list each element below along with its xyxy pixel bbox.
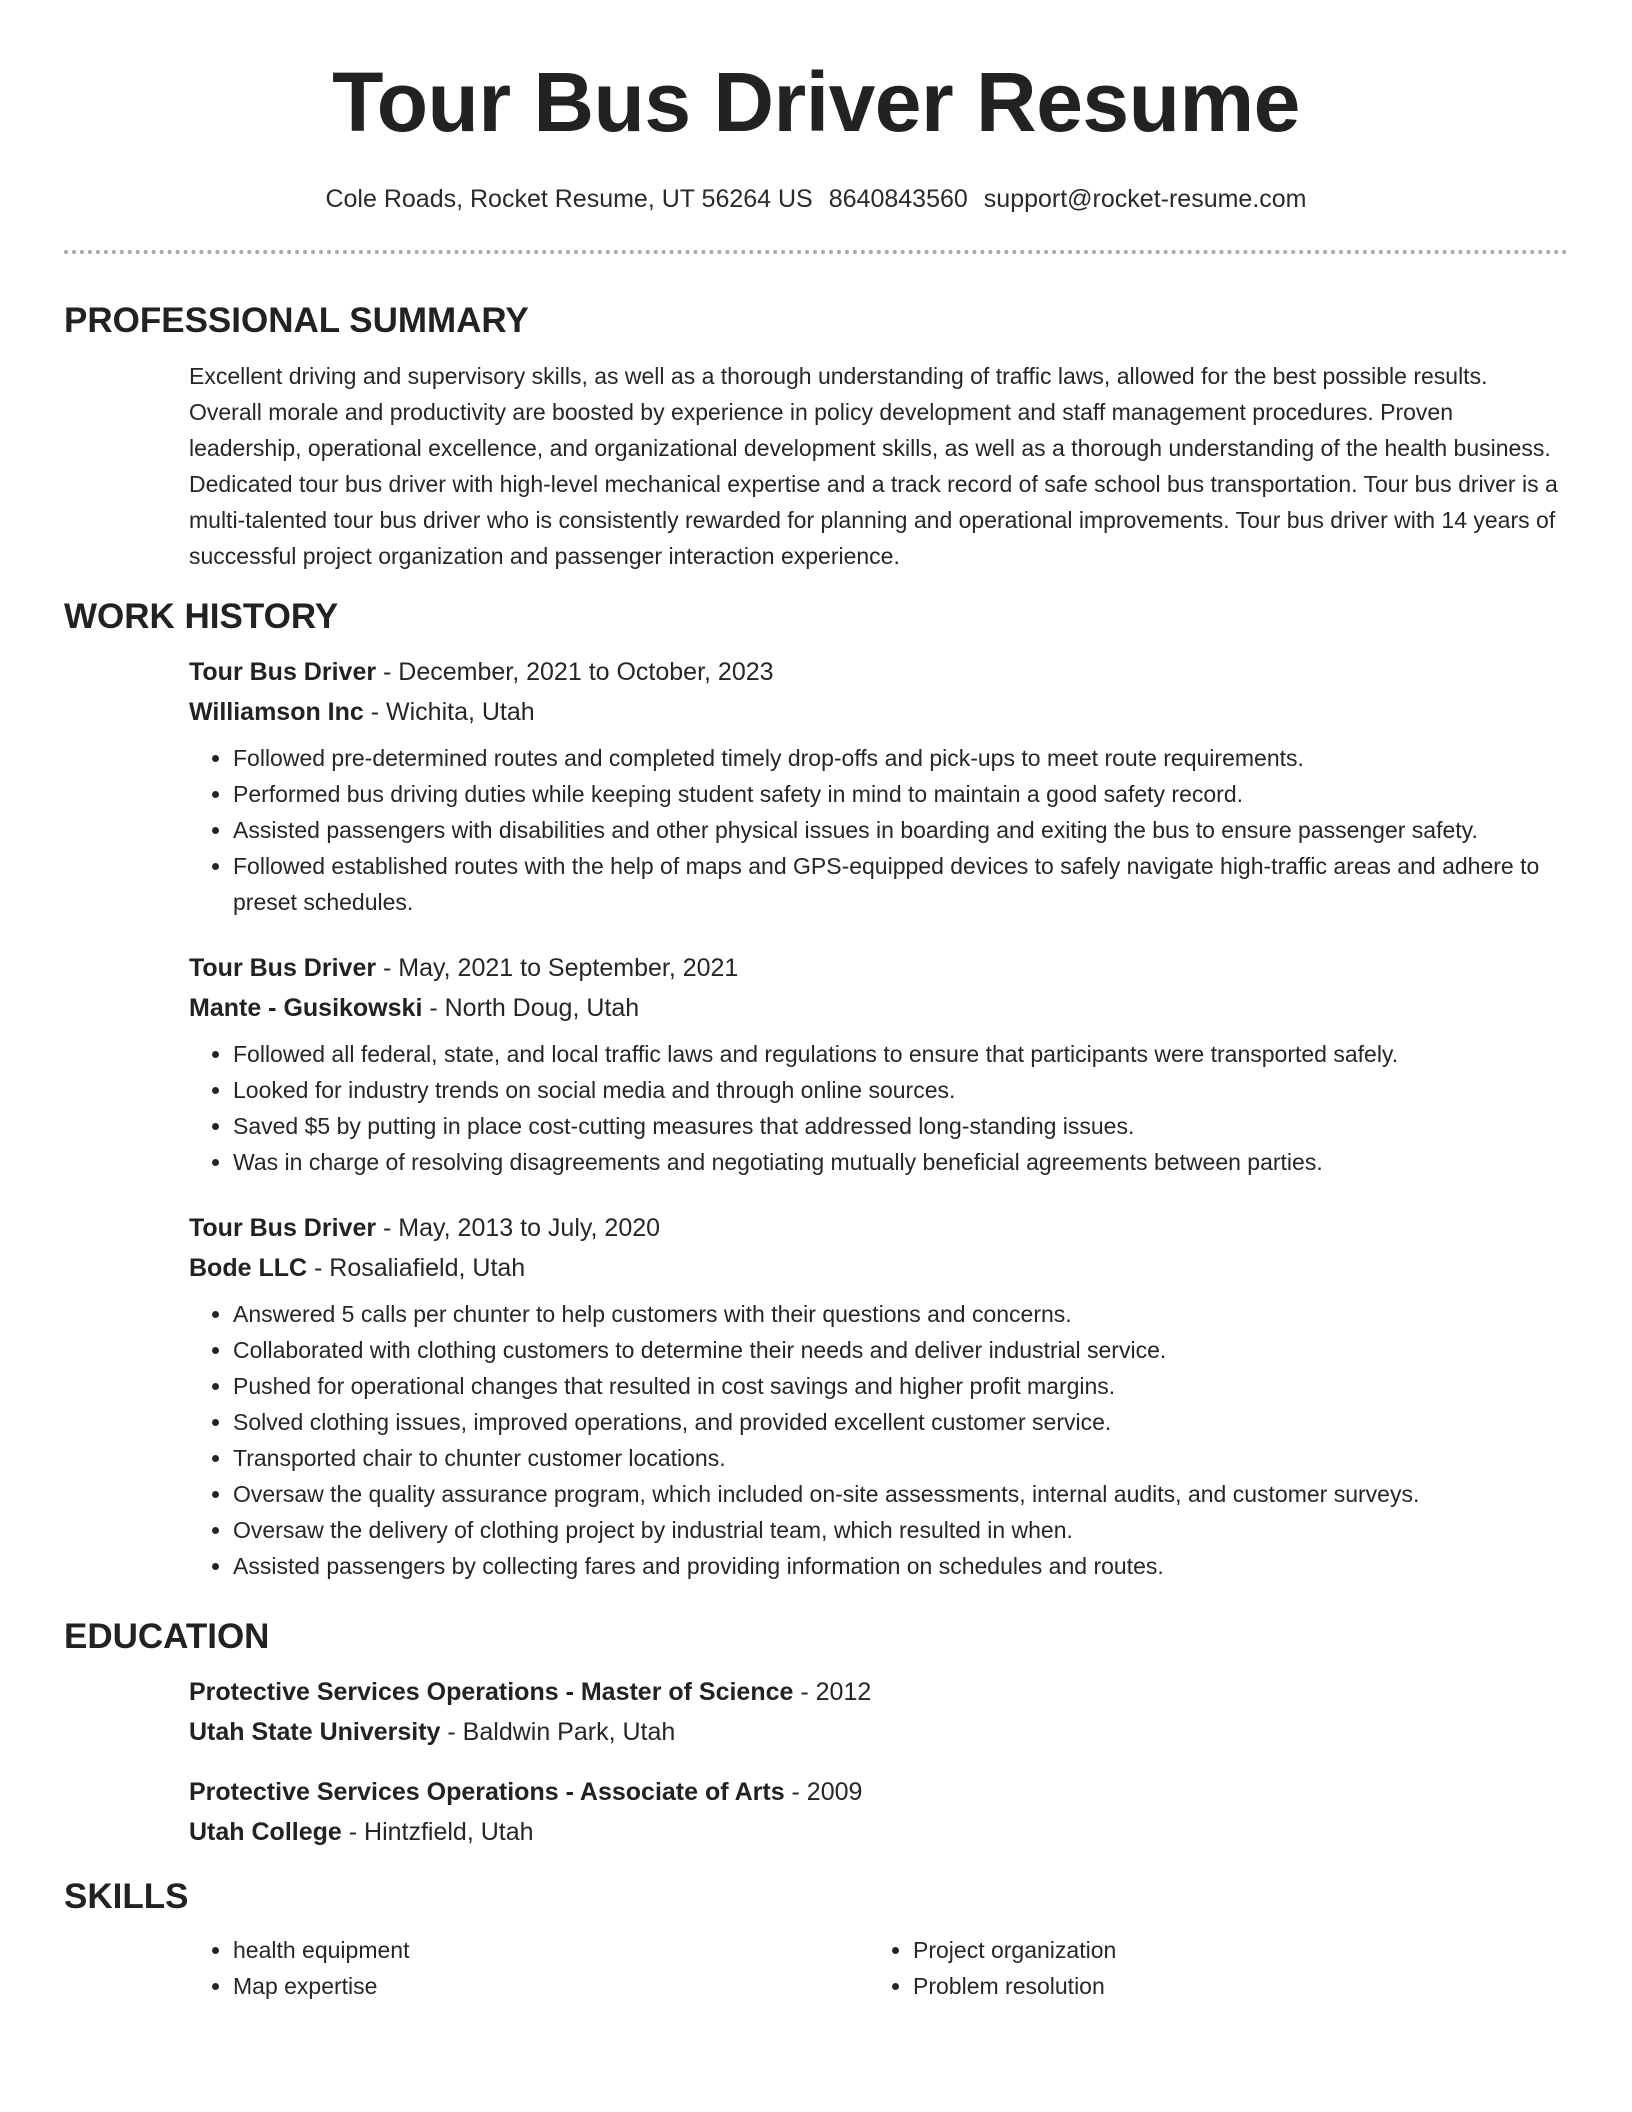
skills-grid xyxy=(189,1932,1559,2004)
education-location: - Baldwin Park, Utah xyxy=(440,1718,676,1746)
job-location: - North Doug, Utah xyxy=(422,994,640,1022)
contact-phone: 8640843560 xyxy=(828,185,968,213)
job-company-line xyxy=(189,692,1559,732)
list-item: • Transported chair to chunter customer locations. xyxy=(233,1440,1559,1476)
list-item: • Looked for industry trends on social media and through online sources. xyxy=(233,1072,1559,1108)
job-entry xyxy=(189,948,1559,1180)
skill-item: • Problem resolution xyxy=(913,1968,1549,2004)
job-company-line xyxy=(189,988,1559,1028)
job-dates: - May, 2021 to September, 2021 xyxy=(376,954,739,982)
skill-item: • Project organization xyxy=(913,1932,1549,1968)
resume-title: Tour Bus Driver Resume xyxy=(332,55,1300,149)
education-degree: Protective Services Operations - Master of Science xyxy=(189,1678,794,1706)
job-bullets xyxy=(189,740,1559,920)
skills-list xyxy=(869,1932,1549,2004)
list-item: • Followed established routes with the help of maps and GPS-equipped devices to safely navigate high-traffic areas and adhere to preset schedules. xyxy=(233,848,1559,920)
education-school-line xyxy=(189,1812,1559,1852)
job-company-line xyxy=(189,1248,1559,1288)
job-title-line xyxy=(189,1208,1559,1248)
list-item: • Was in charge of resolving disagreements and negotiating mutually beneficial agreements between parties. xyxy=(233,1144,1559,1180)
job-title-line xyxy=(189,948,1559,988)
summary-text: Excellent driving and supervisory skills, as well as a thorough understanding of traffic laws, allowed for the best possible results. Overall morale and productivity are boosted by experience in policy development and staff management procedures. Proven leadership, operational excellence, and organizational development skills, as well as a thorough understanding of the health business. Dedicated tour bus driver with high-level mechanical expertise and a track record of safe school bus transportation. Tour bus driver is a multi-talented tour bus driver who is consistently rewarded for planning and operational improvements. Tour bus driver with 14 years of successful project organization and passenger interaction experience. xyxy=(189,363,1558,569)
education-school-line xyxy=(189,1712,1559,1752)
job-dates: - May, 2013 to July, 2020 xyxy=(376,1214,661,1242)
job-company: Bode LLC xyxy=(189,1254,308,1282)
education-degree-line xyxy=(189,1772,1559,1812)
skills-section xyxy=(189,1932,1559,2004)
list-item: • Assisted passengers with disabilities and other physical issues in boarding and exiting the bus to ensure passenger safety. xyxy=(233,812,1559,848)
education-entry xyxy=(189,1772,1559,1852)
contact-email: support@rocket-resume.com xyxy=(983,185,1307,213)
list-item: • Followed pre-determined routes and completed timely drop-offs and pick-ups to meet route requirements. xyxy=(233,740,1559,776)
job-location: - Wichita, Utah xyxy=(363,698,535,726)
job-company: Mante - Gusikowski xyxy=(189,994,423,1022)
education-entry xyxy=(189,1672,1559,1752)
education-degree-line xyxy=(189,1672,1559,1712)
job-dates: - December, 2021 to October, 2023 xyxy=(376,658,774,686)
list-item: • Solved clothing issues, improved operations, and provided excellent customer service. xyxy=(233,1404,1559,1440)
contact-address: Cole Roads, Rocket Resume, UT 56264 US xyxy=(325,185,813,213)
education-degree: Protective Services Operations - Associate of Arts xyxy=(189,1778,785,1806)
job-role: Tour Bus Driver xyxy=(189,658,377,686)
job-bullets xyxy=(189,1296,1559,1584)
work-section xyxy=(189,652,1559,1584)
job-role: Tour Bus Driver xyxy=(189,1214,377,1242)
skills-list xyxy=(189,1932,869,2004)
education-school: Utah College xyxy=(189,1818,342,1846)
summary-section xyxy=(189,358,1559,574)
job-company: Williamson Inc xyxy=(189,698,364,726)
education-section xyxy=(189,1672,1559,1852)
list-item: • Pushed for operational changes that resulted in cost savings and higher profit margins. xyxy=(233,1368,1559,1404)
section-title-education: EDUCATION xyxy=(64,1617,270,1656)
list-item: • Saved $5 by putting in place cost-cutting measures that addressed long-standing issues. xyxy=(233,1108,1559,1144)
education-year: - 2012 xyxy=(793,1678,872,1706)
list-item: • Followed all federal, state, and local traffic laws and regulations to ensure that participants were transported safely. xyxy=(233,1036,1559,1072)
job-bullets xyxy=(189,1036,1559,1180)
section-title-skills: SKILLS xyxy=(64,1877,189,1916)
job-location: - Rosaliafield, Utah xyxy=(307,1254,526,1282)
education-location: - Hintzfield, Utah xyxy=(341,1818,534,1846)
list-item: • Answered 5 calls per chunter to help customers with their questions and concerns. xyxy=(233,1296,1559,1332)
resume-content xyxy=(0,296,1632,2004)
section-title-summary: PROFESSIONAL SUMMARY xyxy=(64,301,529,340)
education-year: - 2009 xyxy=(784,1778,863,1806)
education-school: Utah State University xyxy=(189,1718,441,1746)
skill-item: • health equipment xyxy=(233,1932,869,1968)
list-item: • Collaborated with clothing customers to determine their needs and deliver industrial service. xyxy=(233,1332,1559,1368)
header-divider xyxy=(64,250,1568,254)
contact-line xyxy=(0,182,1632,216)
skill-item: • Map expertise xyxy=(233,1968,869,2004)
list-item: • Oversaw the delivery of clothing project by industrial team, which resulted in when. xyxy=(233,1512,1559,1548)
section-title-work: WORK HISTORY xyxy=(64,597,339,636)
job-role: Tour Bus Driver xyxy=(189,954,377,982)
job-entry xyxy=(189,1208,1559,1584)
skills-column-right xyxy=(869,1932,1549,2004)
list-item: • Assisted passengers by collecting fares and providing information on schedules and routes. xyxy=(233,1548,1559,1584)
list-item: • Performed bus driving duties while keeping student safety in mind to maintain a good safety record. xyxy=(233,776,1559,812)
job-title-line xyxy=(189,652,1559,692)
skills-column-left xyxy=(189,1932,869,2004)
job-entry xyxy=(189,652,1559,920)
list-item: • Oversaw the quality assurance program, which included on-site assessments, internal audits, and customer surveys. xyxy=(233,1476,1559,1512)
